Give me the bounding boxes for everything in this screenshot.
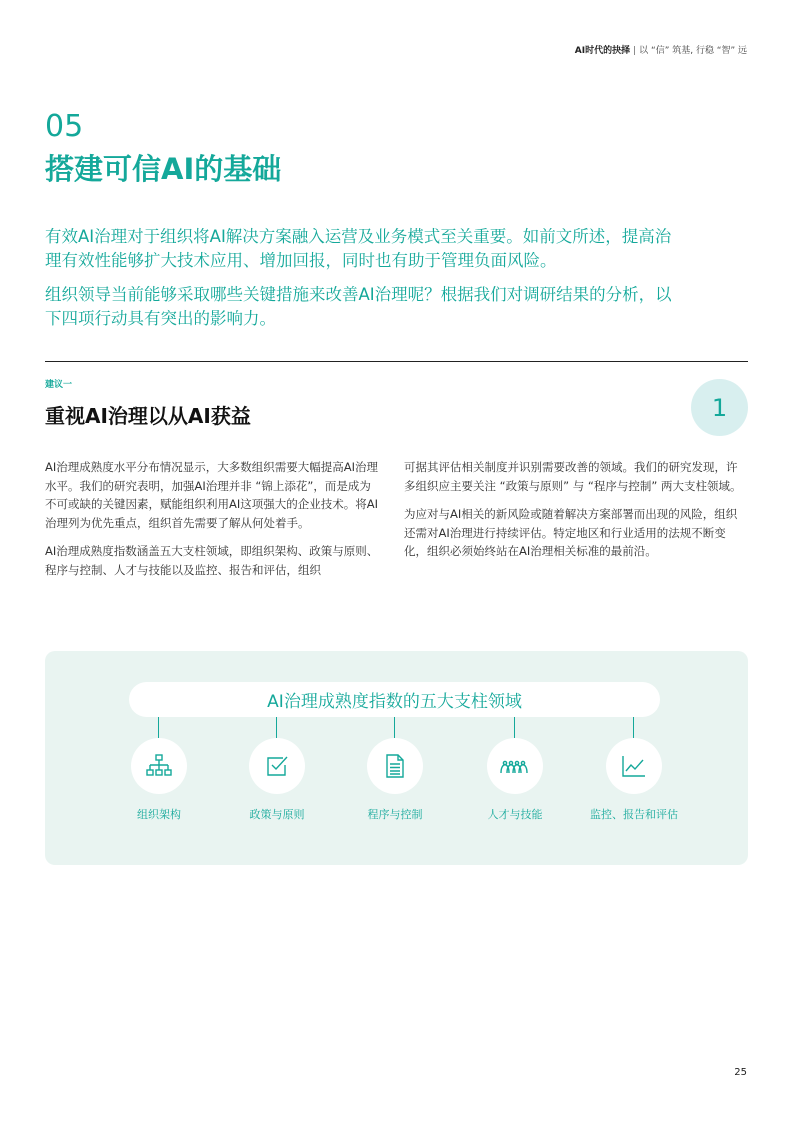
section-title: 搭建可信AI的基础 <box>45 152 282 186</box>
checkbox-icon <box>249 738 305 794</box>
section-number: 05 <box>45 109 84 144</box>
body-paragraph: 可据其评估相关制度并识别需要改善的领域。我们的研究发现，许多组织应主要关注 “政策与原则” 与 “程序与控制” 两大支柱领域。 <box>404 460 742 493</box>
connector-line <box>514 717 515 738</box>
intro-paragraph-2: 组织领导当前能够采取哪些关键措施来改善AI治理呢？根据我们对调研结果的分析，以下四项行动具有突出的影响力。 <box>45 285 672 328</box>
body-paragraph: AI治理成熟度水平分布情况显示，大多数组织需要大幅提高AI治理水平。我们的研究表明，加强AI治理并非 “锦上添花”，而是成为不可或缺的关键因素，赋能组织利用AI这项强大的企业技术。将AI治理列为优先重点，组织首先需要了解从何处着手。 <box>45 460 379 530</box>
pillar-label: 监控、报告和评估 <box>590 808 678 821</box>
connector-line <box>633 717 634 738</box>
pillars-panel <box>45 651 748 865</box>
people-chain-icon <box>487 738 543 794</box>
pillar-label: 政策与原则 <box>249 808 305 821</box>
pillar-label: 程序与控制 <box>367 808 423 821</box>
connector-line <box>276 717 277 738</box>
recommendation-title: 重视AI治理以从AI获益 <box>45 404 251 428</box>
pillar-label: 组织架构 <box>137 808 181 821</box>
pillar-label: 人才与技能 <box>487 808 543 821</box>
line-chart-icon <box>606 738 662 794</box>
connector-line <box>158 717 159 738</box>
body-paragraph: AI治理成熟度指数涵盖五大支柱领域，即组织架构、政策与原则、程序与控制、人才与技能以及监控、报告和评估，组织 <box>45 544 379 577</box>
recommendation-label: 建议一 <box>45 380 73 390</box>
body-column-left <box>45 458 380 590</box>
header-separator: | <box>633 46 637 56</box>
intro-paragraph-1: 有效AI治理对于组织将AI解决方案融入运营及业务模式至关重要。如前文所述，提高治理有效性能够扩大技术应用、增加回报，同时也有助于管理负面风险。 <box>45 227 672 270</box>
body-paragraph: 为应对与AI相关的新风险或随着解决方案部署而出现的风险，组织还需对AI治理进行持续评估。特定地区和行业适用的法规不断变化，组织必须始终站在AI治理相关标准的最前沿。 <box>404 507 738 559</box>
pillars-title: AI治理成熟度指数的五大支柱领域 <box>129 682 660 717</box>
recommendation-number-badge: 1 <box>691 379 748 436</box>
section-divider <box>45 361 748 362</box>
body-column-right <box>404 458 748 571</box>
org-chart-icon <box>131 738 187 794</box>
running-header <box>575 43 747 56</box>
document-icon <box>367 738 423 794</box>
connector-line <box>394 717 395 738</box>
report-title: AI时代的抉择 <box>574 46 631 56</box>
page-number: 25 <box>734 1067 747 1078</box>
report-tagline: 以 “信” 筑基, 行稳 “智” 远 <box>639 46 747 56</box>
